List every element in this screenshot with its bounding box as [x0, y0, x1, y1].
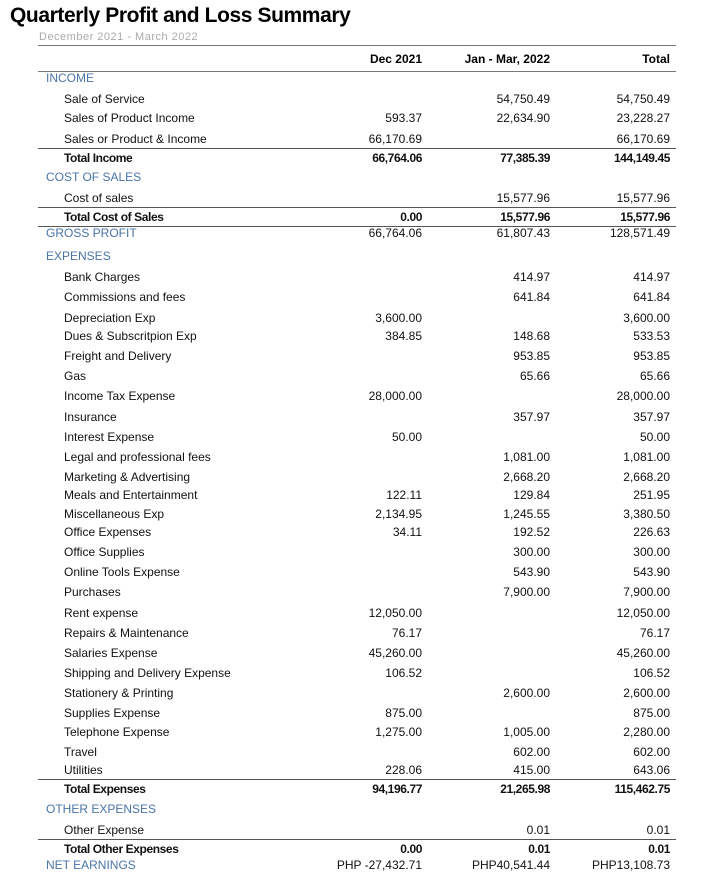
value-dec-2021: 0.00 — [400, 842, 422, 856]
value-jan-mar-2022: 1,245.55 — [503, 507, 550, 521]
value-jan-mar-2022: 1,081.00 — [503, 450, 550, 464]
value-dec-2021: 50.00 — [391, 430, 422, 444]
value-jan-mar-2022: 65.66 — [519, 369, 550, 383]
value-total: 2,600.00 — [623, 686, 670, 700]
value-total: 414.97 — [633, 270, 670, 284]
total-row — [38, 779, 676, 797]
value-total: PHP13,108.73 — [591, 858, 670, 872]
value-total: 144,149.45 — [613, 151, 670, 165]
value-dec-2021: 2,134.95 — [375, 507, 422, 521]
value-jan-mar-2022: 15,577.96 — [496, 191, 550, 205]
row-label: Marketing & Advertising — [64, 470, 191, 484]
row-label: Bank Charges — [64, 270, 141, 284]
value-total: 3,380.50 — [623, 507, 670, 521]
value-jan-mar-2022: 1,005.00 — [503, 725, 550, 739]
value-jan-mar-2022: 22,634.90 — [496, 111, 550, 125]
value-total: 12,050.00 — [616, 606, 670, 620]
value-jan-mar-2022: 15,577.96 — [500, 210, 550, 224]
report-title: Quarterly Profit and Loss Summary — [10, 4, 351, 27]
value-total: 15,577.96 — [620, 210, 670, 224]
value-dec-2021: 28,000.00 — [368, 389, 422, 403]
value-dec-2021: 45,260.00 — [368, 646, 422, 660]
row-label: GROSS PROFIT — [46, 226, 137, 240]
value-total: 7,900.00 — [623, 585, 670, 599]
row-label: Cost of sales — [64, 191, 134, 205]
value-dec-2021: 106.52 — [385, 666, 422, 680]
value-dec-2021: PHP -27,432.71 — [336, 858, 422, 872]
row-label: Sale of Service — [64, 92, 145, 106]
row-label: Supplies Expense — [64, 706, 161, 720]
row-label: Income Tax Expense — [64, 389, 176, 403]
value-jan-mar-2022: 61,807.43 — [496, 226, 550, 240]
value-jan-mar-2022: 543.90 — [513, 565, 550, 579]
column-header-total: Total — [642, 52, 670, 66]
value-jan-mar-2022: 77,385.39 — [500, 151, 550, 165]
value-dec-2021: 3,600.00 — [375, 311, 422, 325]
value-total: 533.53 — [633, 329, 670, 343]
row-label: Legal and professional fees — [64, 450, 211, 464]
row-label: Stationery & Printing — [64, 686, 174, 700]
row-label: Other Expense — [64, 823, 145, 837]
value-dec-2021: 122.11 — [386, 488, 422, 502]
value-jan-mar-2022: 2,600.00 — [503, 686, 550, 700]
row-label: Salaries Expense — [64, 646, 158, 660]
value-total: 357.97 — [633, 410, 670, 424]
value-total: 226.63 — [633, 525, 670, 539]
value-dec-2021: 94,196.77 — [372, 782, 422, 796]
row-label: Total Cost of Sales — [64, 210, 164, 224]
row-label: Shipping and Delivery Expense — [64, 666, 231, 680]
value-dec-2021: 12,050.00 — [368, 606, 422, 620]
value-total: 66,170.69 — [616, 132, 670, 146]
row-label: Freight and Delivery — [64, 349, 172, 363]
value-jan-mar-2022: 21,265.98 — [500, 782, 550, 796]
value-dec-2021: 593.37 — [385, 111, 422, 125]
value-jan-mar-2022: 0.01 — [528, 842, 550, 856]
column-header-row — [38, 45, 676, 72]
value-total: 106.52 — [633, 666, 670, 680]
row-label: EXPENSES — [46, 249, 111, 263]
value-total: 3,600.00 — [623, 311, 670, 325]
row-label: Total Expenses — [64, 782, 146, 796]
column-header-jan-mar-2022: Jan - Mar, 2022 — [464, 52, 550, 66]
value-total: 641.84 — [633, 290, 670, 304]
value-jan-mar-2022: 357.97 — [513, 410, 550, 424]
value-total: 300.00 — [633, 545, 670, 559]
value-total: 65.66 — [639, 369, 670, 383]
column-header-dec-2021: Dec 2021 — [369, 52, 422, 66]
value-total: 128,571.49 — [609, 226, 670, 240]
row-label: Meals and Entertainment — [64, 488, 198, 502]
value-total: 602.00 — [633, 745, 670, 759]
value-total: 2,668.20 — [623, 470, 670, 484]
value-jan-mar-2022: 415.00 — [513, 763, 550, 777]
value-total: 45,260.00 — [616, 646, 670, 660]
value-total: 0.01 — [648, 842, 670, 856]
row-label: Commissions and fees — [64, 290, 186, 304]
value-total: 15,577.96 — [616, 191, 670, 205]
row-label: NET EARNINGS — [46, 858, 136, 872]
row-label: Travel — [64, 745, 97, 759]
value-total: 953.85 — [633, 349, 670, 363]
value-dec-2021: 66,764.06 — [372, 151, 422, 165]
value-jan-mar-2022: 2,668.20 — [503, 470, 550, 484]
value-total: 28,000.00 — [616, 389, 670, 403]
value-dec-2021: 66,170.69 — [368, 132, 422, 146]
value-jan-mar-2022: PHP40,541.44 — [471, 858, 550, 872]
row-label: Purchases — [64, 585, 121, 599]
total-row — [38, 839, 676, 857]
row-label: Repairs & Maintenance — [64, 626, 189, 640]
row-label: INCOME — [46, 71, 94, 85]
value-jan-mar-2022: 54,750.49 — [496, 92, 550, 106]
report-period: December 2021 - March 2022 — [39, 31, 199, 43]
value-dec-2021: 1,275.00 — [375, 725, 422, 739]
value-total: 1,081.00 — [623, 450, 670, 464]
value-dec-2021: 0.00 — [400, 210, 422, 224]
value-jan-mar-2022: 192.52 — [513, 525, 550, 539]
value-total: 2,280.00 — [623, 725, 670, 739]
row-label: Office Supplies — [64, 545, 145, 559]
value-total: 115,462.75 — [614, 782, 670, 796]
value-total: 54,750.49 — [616, 92, 670, 106]
row-label: Total Income — [64, 151, 133, 165]
value-jan-mar-2022: 148.68 — [513, 329, 550, 343]
row-label: Dues & Subscritpion Exp — [64, 329, 197, 343]
value-dec-2021: 66,764.06 — [368, 226, 422, 240]
value-jan-mar-2022: 953.85 — [513, 349, 550, 363]
row-label: Telephone Expense — [64, 725, 170, 739]
value-dec-2021: 228.06 — [385, 763, 422, 777]
row-label: Miscellaneous Exp — [64, 507, 165, 521]
row-label: Rent expense — [64, 606, 139, 620]
value-jan-mar-2022: 414.97 — [513, 270, 550, 284]
value-total: 23,228.27 — [616, 111, 670, 125]
total-row — [38, 148, 676, 166]
value-jan-mar-2022: 7,900.00 — [503, 585, 550, 599]
value-total: 251.95 — [633, 488, 670, 502]
value-total: 543.90 — [633, 565, 670, 579]
row-label: Interest Expense — [64, 430, 155, 444]
value-total: 643.06 — [633, 763, 670, 777]
value-jan-mar-2022: 300.00 — [513, 545, 550, 559]
value-jan-mar-2022: 641.84 — [513, 290, 550, 304]
row-label: Insurance — [64, 410, 117, 424]
value-dec-2021: 384.85 — [385, 329, 422, 343]
value-jan-mar-2022: 129.84 — [513, 488, 550, 502]
value-total: 76.17 — [639, 626, 670, 640]
value-dec-2021: 34.11 — [392, 525, 422, 539]
row-label: COST OF SALES — [46, 170, 142, 184]
row-label: Sales or Product & Income — [64, 132, 207, 146]
row-label: Office Expenses — [64, 525, 152, 539]
row-label: OTHER EXPENSES — [46, 802, 157, 816]
value-dec-2021: 76.17 — [391, 626, 422, 640]
value-jan-mar-2022: 602.00 — [513, 745, 550, 759]
row-label: Gas — [64, 369, 87, 383]
value-dec-2021: 875.00 — [385, 706, 422, 720]
row-label: Utilities — [64, 763, 103, 777]
value-total: 875.00 — [633, 706, 670, 720]
value-total: 0.01 — [646, 823, 670, 837]
row-label: Sales of Product Income — [64, 111, 195, 125]
total-row — [38, 207, 676, 225]
value-total: 50.00 — [639, 430, 670, 444]
value-jan-mar-2022: 0.01 — [526, 823, 550, 837]
row-label: Depreciation Exp — [64, 311, 156, 325]
row-label: Online Tools Expense — [64, 565, 180, 579]
row-label: Total Other Expenses — [64, 842, 179, 856]
gross-row — [38, 226, 676, 240]
